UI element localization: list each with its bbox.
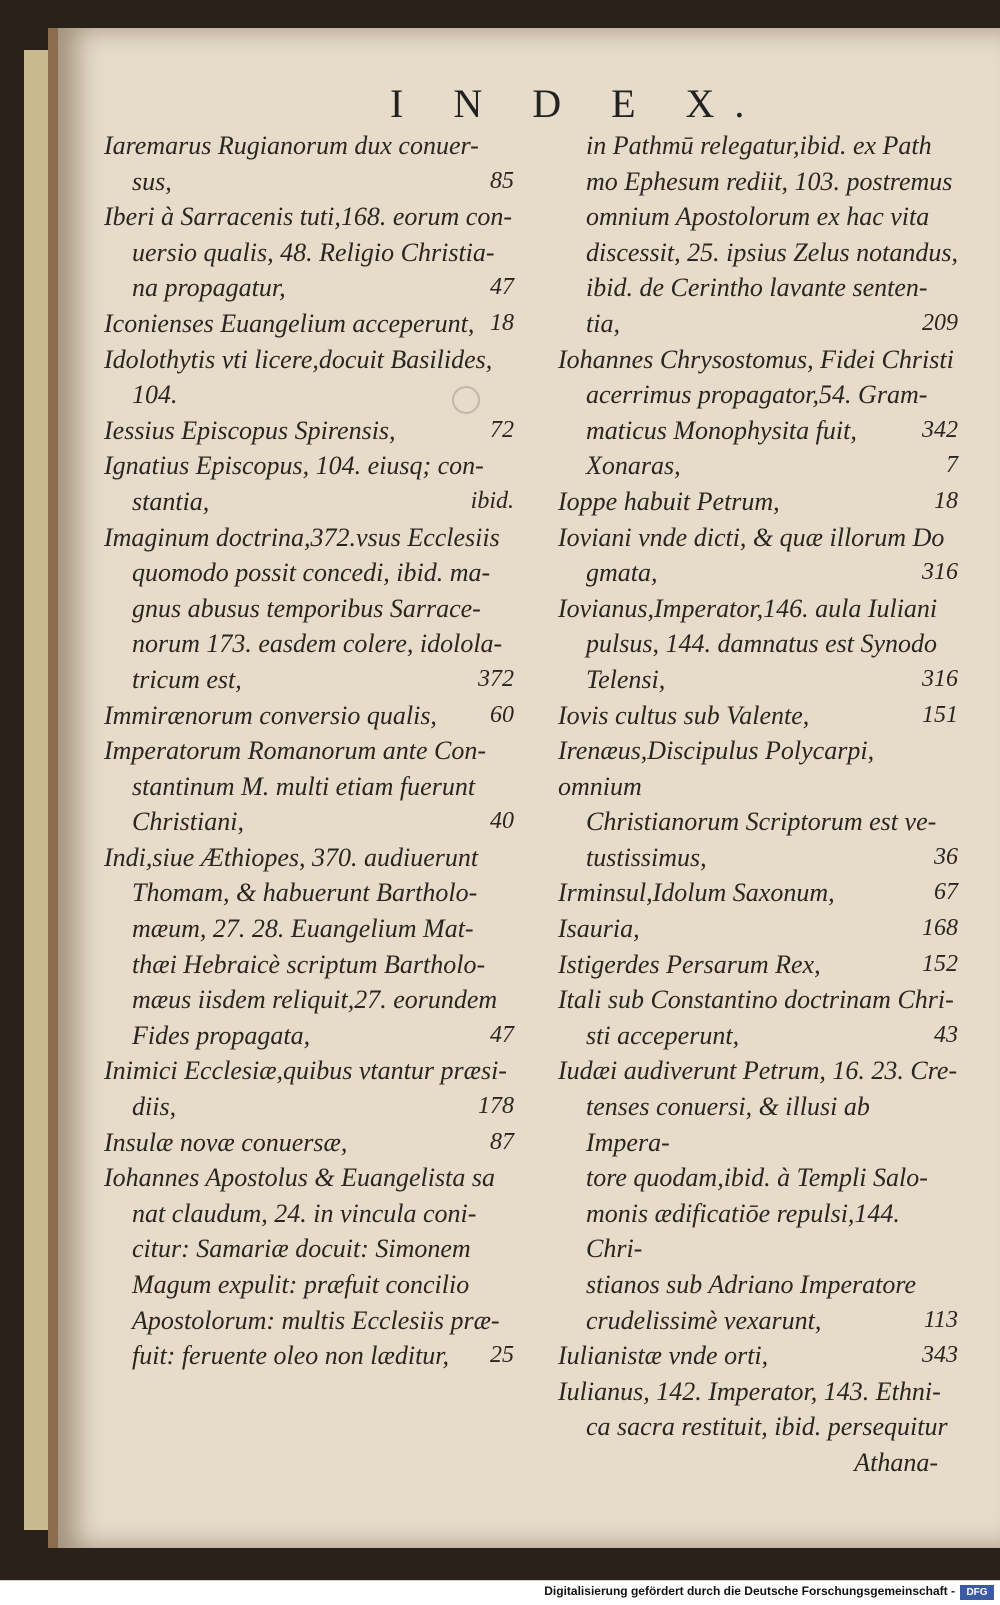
index-entry <box>104 1125 514 1161</box>
entry-text: norum 173. easdem colere, idolola- <box>132 629 503 659</box>
running-head: I N D E X. <box>390 81 765 126</box>
index-entry <box>104 911 514 947</box>
entry-text: mo Ephesum rediit, 103. postremus <box>586 166 953 196</box>
page-reference: 7 <box>946 452 958 479</box>
entry-text: Iohannes Apostolus & Euangelista sa <box>104 1163 495 1193</box>
entry-text: stantinum M. multi etiam fuerunt <box>132 771 476 801</box>
index-entry <box>104 199 514 235</box>
entry-text: Iovis cultus sub Valente, <box>558 700 810 730</box>
index-entry <box>104 982 514 1018</box>
index-entry <box>104 413 514 449</box>
entry-text: sus, <box>132 166 172 196</box>
dfg-logo: DFG <box>960 1585 994 1600</box>
index-entry <box>104 235 514 271</box>
index-entry <box>104 306 514 342</box>
entry-text: Istigerdes Persarum Rex, <box>558 949 821 979</box>
entry-text: Iessius Episcopus Spirensis, <box>104 415 396 445</box>
entry-text: ibid. de Cerintho lavante senten- <box>586 273 928 303</box>
entry-text: mæum, 27. 28. Euangelium Mat- <box>132 914 474 944</box>
page-reference: 316 <box>922 665 958 692</box>
index-entry <box>558 128 958 164</box>
footer-text: Digitalisierung gefördert durch die Deutsche Forschungsgemeinschaft - <box>544 1584 955 1598</box>
entry-text: Itali sub Constantino doctrinam Chri- <box>558 985 954 1015</box>
entry-text: crudelissimè vexarunt, <box>586 1305 822 1335</box>
entry-text: Iberi à Sarracenis tuti,168. eorum con- <box>104 202 513 232</box>
index-entry <box>104 1196 514 1232</box>
index-entry <box>104 555 514 591</box>
index-entry <box>104 1053 514 1089</box>
entry-text: pulsus, 144. damnatus est Synodo <box>586 629 937 659</box>
page-reference: 72 <box>490 416 514 443</box>
entry-text: tore quodam,ibid. à Templi Salo- <box>586 1163 928 1193</box>
index-entry <box>558 199 958 235</box>
entry-text: Immirænorum conversio qualis, <box>104 700 437 730</box>
index-entry <box>104 947 514 983</box>
page-reference: 113 <box>923 1306 958 1333</box>
index-entry <box>104 448 514 484</box>
entry-text: ca sacra restituit, ibid. persequitur <box>586 1412 948 1442</box>
entry-text: Ioviani vnde dicti, & quæ illorum Do <box>558 522 945 552</box>
entry-text: thæi Hebraicè scriptum Bartholo- <box>132 949 486 979</box>
page-reference: 67 <box>934 879 958 906</box>
index-entry <box>104 840 514 876</box>
page-reference: 178 <box>478 1093 514 1120</box>
index-entry <box>558 1089 958 1160</box>
index-entry <box>104 662 514 698</box>
index-entry <box>104 875 514 911</box>
entry-text: Imperatorum Romanorum ante Con- <box>104 736 487 766</box>
entry-text: gnus abusus temporibus Sarrace- <box>132 593 481 623</box>
right-column <box>558 128 958 1481</box>
index-entry <box>558 555 958 591</box>
page-reference: 60 <box>490 701 514 728</box>
index-entry <box>104 520 514 556</box>
index-entry <box>104 1303 514 1339</box>
index-entry <box>558 520 958 556</box>
index-entry <box>558 1160 958 1196</box>
footer-bar <box>0 1581 1000 1605</box>
page-reference: 18 <box>490 309 514 336</box>
entry-text: Iohannes Chrysostomus, Fidei Christi <box>558 344 954 374</box>
entry-text: Telensi, <box>586 664 666 694</box>
index-entry <box>558 270 958 306</box>
page-reference: 87 <box>490 1128 514 1155</box>
entry-text: Irenæus,Discipulus Polycarpi, omnium <box>558 736 875 801</box>
index-entry <box>104 164 514 200</box>
index-entry <box>104 270 514 306</box>
page-reference: 209 <box>922 309 958 336</box>
entry-text: Ioppe habuit Petrum, <box>558 486 780 516</box>
index-entry <box>558 875 958 911</box>
entry-text: acerrimus propagator,54. Gram- <box>586 380 928 410</box>
entry-text: Inimici Ecclesiæ,quibus vtantur præsi- <box>104 1056 507 1086</box>
index-entry <box>104 733 514 769</box>
entry-text: citur: Samariæ docuit: Simonem <box>132 1234 471 1264</box>
entry-text: Apostolorum: multis Ecclesiis præ- <box>132 1305 500 1335</box>
entry-text: Iudæi audiverunt Petrum, 16. 23. Cre- <box>558 1056 958 1086</box>
index-entry <box>104 769 514 805</box>
index-entry <box>104 591 514 627</box>
index-entry <box>558 698 958 734</box>
entry-text: Thomam, & habuerunt Bartholo- <box>132 878 478 908</box>
page-reference: 152 <box>922 950 958 977</box>
entry-text: Indi,siue Æthiopes, 370. audiuerunt <box>104 842 479 872</box>
entry-text: sti acceperunt, <box>586 1020 740 1050</box>
index-entry <box>558 804 958 840</box>
entry-text: tenses conuersi, & illusi ab Impera- <box>586 1092 870 1157</box>
index-entry <box>104 804 514 840</box>
entry-text: diis, <box>132 1092 177 1122</box>
catchword: Athana- <box>854 1447 938 1477</box>
entry-text: na propagatur, <box>132 273 286 303</box>
entry-text: Insulæ novæ conuersæ, <box>104 1127 348 1157</box>
entry-text: Idolothytis vti licere,docuit Basilides, <box>104 344 493 374</box>
entry-text: maticus Monophysita fuit, <box>586 415 857 445</box>
index-entry <box>558 448 958 484</box>
index-entry <box>558 1267 958 1303</box>
index-entry <box>104 1267 514 1303</box>
entry-text: tricum est, <box>132 664 242 694</box>
index-entry <box>104 1231 514 1267</box>
page-reference: 47 <box>490 274 514 301</box>
left-column <box>104 128 514 1374</box>
entry-text: Xonaras, <box>586 451 681 481</box>
index-entry <box>558 235 958 271</box>
index-entry <box>558 1018 958 1054</box>
entry-text: nat claudum, 24. in vincula coni- <box>132 1198 477 1228</box>
entry-text: omnium Apostolorum ex hac vita <box>586 202 930 232</box>
page-reference: 43 <box>934 1021 958 1048</box>
index-entry <box>558 733 958 804</box>
entry-text: uersio qualis, 48. Religio Christia- <box>132 237 495 267</box>
index-entry <box>104 1089 514 1125</box>
page-reference: 36 <box>934 843 958 870</box>
index-entry <box>558 1409 958 1445</box>
index-entry <box>558 840 958 876</box>
index-entry <box>558 1374 958 1410</box>
index-entry <box>104 377 514 413</box>
page-reference: 151 <box>922 701 958 728</box>
entry-text: monis ædificatiōe repulsi,144. Chri- <box>586 1198 900 1264</box>
index-entry <box>558 982 958 1018</box>
index-entry <box>558 911 958 947</box>
entry-text: Isauria, <box>558 914 640 944</box>
index-entry <box>558 164 958 200</box>
entry-text: stantia, <box>132 486 210 516</box>
index-entry <box>558 377 958 413</box>
page-reference: 342 <box>922 416 958 443</box>
index-entry <box>558 1196 958 1267</box>
entry-text: Magum expulit: præfuit concilio <box>132 1270 470 1299</box>
index-entry <box>558 1303 958 1339</box>
entry-text: Ignatius Episcopus, 104. eiusq; con- <box>104 451 484 481</box>
page-reference: 372 <box>478 665 514 692</box>
entry-text: Iulianistæ vnde orti, <box>558 1341 769 1371</box>
index-entry <box>558 484 958 520</box>
index-entry <box>558 947 958 983</box>
entry-text: Iconienses Euangelium acceperunt, <box>104 308 475 338</box>
page-reference: 343 <box>922 1342 958 1369</box>
entry-text: Imaginum doctrina,372.vsus Ecclesiis <box>104 522 500 552</box>
page-reference: 47 <box>490 1021 514 1048</box>
entry-text: Fides propagata, <box>132 1020 311 1050</box>
index-entry <box>104 342 514 378</box>
index-entry <box>104 626 514 662</box>
index-entry <box>558 413 958 449</box>
entry-text: discessit, 25. ipsius Zelus notandus, <box>586 237 958 267</box>
page-reference: 85 <box>490 167 514 194</box>
index-entry <box>104 698 514 734</box>
index-entry <box>558 591 958 627</box>
index-entry <box>558 1338 958 1374</box>
index-entry <box>104 128 514 164</box>
entry-text: stianos sub Adriano Imperatore <box>586 1270 917 1299</box>
index-entry <box>104 484 514 520</box>
entry-text: Irminsul,Idolum Saxonum, <box>558 878 835 908</box>
page-reference: 18 <box>934 487 958 514</box>
index-entry <box>104 1338 514 1374</box>
entry-text: tustissimus, <box>586 842 707 872</box>
index-entry <box>558 342 958 378</box>
entry-text: Iulianus, 142. Imperator, 143. Ethni- <box>558 1376 941 1406</box>
index-entry <box>558 662 958 698</box>
entry-text: mæus iisdem reliquit,27. eorundem <box>132 985 498 1015</box>
index-entry <box>558 626 958 662</box>
index-entry <box>558 1053 958 1089</box>
entry-text: Iovianus,Imperator,146. aula Iuliani <box>558 593 938 623</box>
page-reference: ibid. <box>470 487 514 514</box>
index-entry <box>104 1018 514 1054</box>
page-reference: 168 <box>922 915 958 942</box>
entry-text: in Pathmū relegatur,ibid. ex Path <box>586 131 932 160</box>
page-reference: 316 <box>922 559 958 586</box>
entry-text: quomodo possit concedi, ibid. ma- <box>132 558 491 588</box>
page-reference: 40 <box>490 808 514 835</box>
index-entry <box>558 306 958 342</box>
index-entry <box>104 1160 514 1196</box>
page-reference: 25 <box>490 1342 514 1369</box>
entry-text: gmata, <box>586 558 658 588</box>
entry-text: Christianorum Scriptorum est ve- <box>586 807 937 837</box>
entry-text: tia, <box>586 308 620 338</box>
entry-text: 104. <box>132 380 178 410</box>
entry-text: Christiani, <box>132 807 244 837</box>
entry-text: Iaremarus Rugianorum dux conuer- <box>104 131 479 160</box>
entry-text: fuit: feruente oleo non læditur, <box>132 1341 450 1371</box>
